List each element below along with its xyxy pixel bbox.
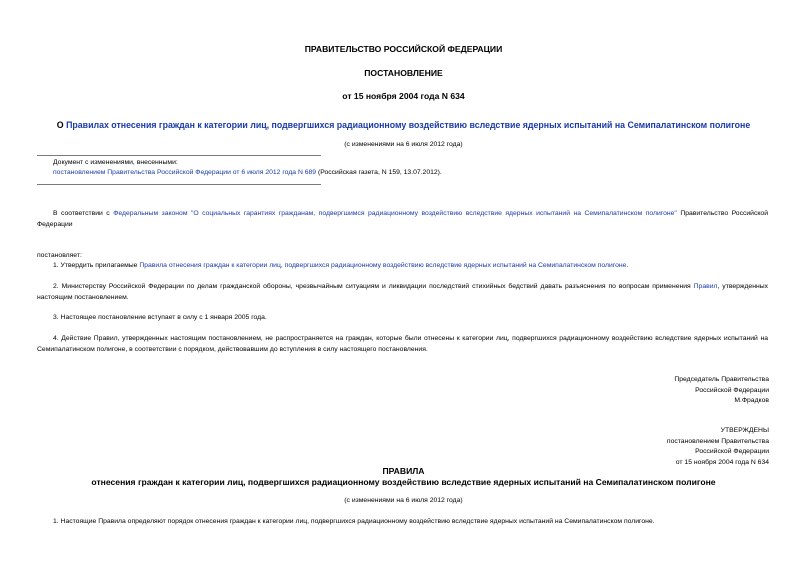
changes-suffix: (Российская газета, N 159, 13.07.2012). xyxy=(316,169,442,176)
item-3: 3. Настоящее постановление вступает в силу с 1 января 2005 года. xyxy=(53,314,267,321)
item-4: 4. Действие Правил, утвержденных настоящим постановлением, не распространяется на граждан, которые были отнесены к категории лиц, подвергшихся радиационному воздействию вследствие ядерных испытаний на Семипалатинском полигоне, в соответствии с порядком, действовавшим до вступления в силу настоящего постановления. xyxy=(37,335,768,353)
changes-top-divider xyxy=(37,155,321,156)
federal-law-link[interactable]: Федеральным законом "О социальных гарантиях гражданам, подвергшимся радиационному воздействию вследствие ядерных испытаний на Семипалатинском полигоне" xyxy=(113,210,677,217)
approved-date: от 15 ноября 2004 года N 634 xyxy=(675,458,769,466)
rules-heading: ПРАВИЛА xyxy=(382,466,425,476)
rules-link[interactable]: Правила отнесения граждан к категории лиц, подвергшихся радиационному воздействию вследствие ядерных испытаний на Семипалатинском полигоне xyxy=(139,262,627,269)
doc-date-number: от 15 ноября 2004 года N 634 xyxy=(342,91,465,101)
approved-label: УТВЕРЖДЕНЫ xyxy=(720,427,769,434)
title-link[interactable]: Правилах отнесения граждан к категории лиц, подвергшихся радиационному воздействию вследствие ядерных испытаний на Семипалатинском полигоне xyxy=(66,120,751,130)
approved-block xyxy=(667,426,769,468)
approved-country: Российской Федерации xyxy=(695,448,769,455)
changes-link[interactable]: постановлением Правительства Российской Федерации от 6 июля 2012 года N 689 xyxy=(53,169,317,176)
signature-country: Российской Федерации xyxy=(695,386,769,394)
item-1: 1. Утвердить прилагаемые Правила отнесения граждан к категории лиц, подвергшихся радиационному воздействию вследствие ядерных испытаний на Семипалатинском полигоне. xyxy=(53,262,629,269)
rules-subheading: отнесения граждан к категории лиц, подвергшихся радиационному воздействию вследствие ядерных испытаний на Семипалатинском полигоне xyxy=(91,477,716,487)
changes-label: Документ с изменениями, внесенными: xyxy=(53,159,178,166)
revision-note: (с изменениями на 6 июля 2012 года) xyxy=(344,141,463,148)
title-prefix: О xyxy=(56,120,67,130)
document-title xyxy=(0,120,807,130)
changes-reference xyxy=(53,169,442,176)
item-2: 2. Министерству Российской Федерации по делам гражданской обороны, чрезвычайным ситуациям и ликвидации последствий стихийных бедствий давать разъяснения по вопросам применения Правил, утвержденных настоящим постановлением. xyxy=(37,283,769,301)
rules-item-1: 1. Настоящие Правила определяют порядок отнесения граждан к категории лиц, подвергшихся радиационному воздействию вследствие ядерных испытаний на Семипалатинском полигоне. xyxy=(53,518,655,525)
doc-type-heading: ПОСТАНОВЛЕНИЕ xyxy=(364,68,443,78)
rules-revision-note: (с изменениями на 6 июля 2012 года) xyxy=(344,497,463,504)
signature-title: Председатель Правительства xyxy=(674,376,769,383)
government-heading: ПРАВИТЕЛЬСТВО РОССИЙСКОЙ ФЕДЕРАЦИИ xyxy=(304,44,503,54)
signature-name: М.Фрадков xyxy=(734,397,769,404)
changes-bottom-divider xyxy=(37,184,321,185)
decrees-label: постановляет: xyxy=(37,252,82,259)
approved-by: постановлением Правительства xyxy=(666,437,769,445)
intro-paragraph: В соответствии с Федеральным законом "О социальных гарантиях гражданам, подвергшимся радиационному воздействию вследствие ядерных испытаний на Семипалатинском полигоне" Правительство Российской Федерации xyxy=(37,210,769,228)
signature-block xyxy=(674,375,769,407)
rules-short-link[interactable]: Правил xyxy=(693,283,718,290)
